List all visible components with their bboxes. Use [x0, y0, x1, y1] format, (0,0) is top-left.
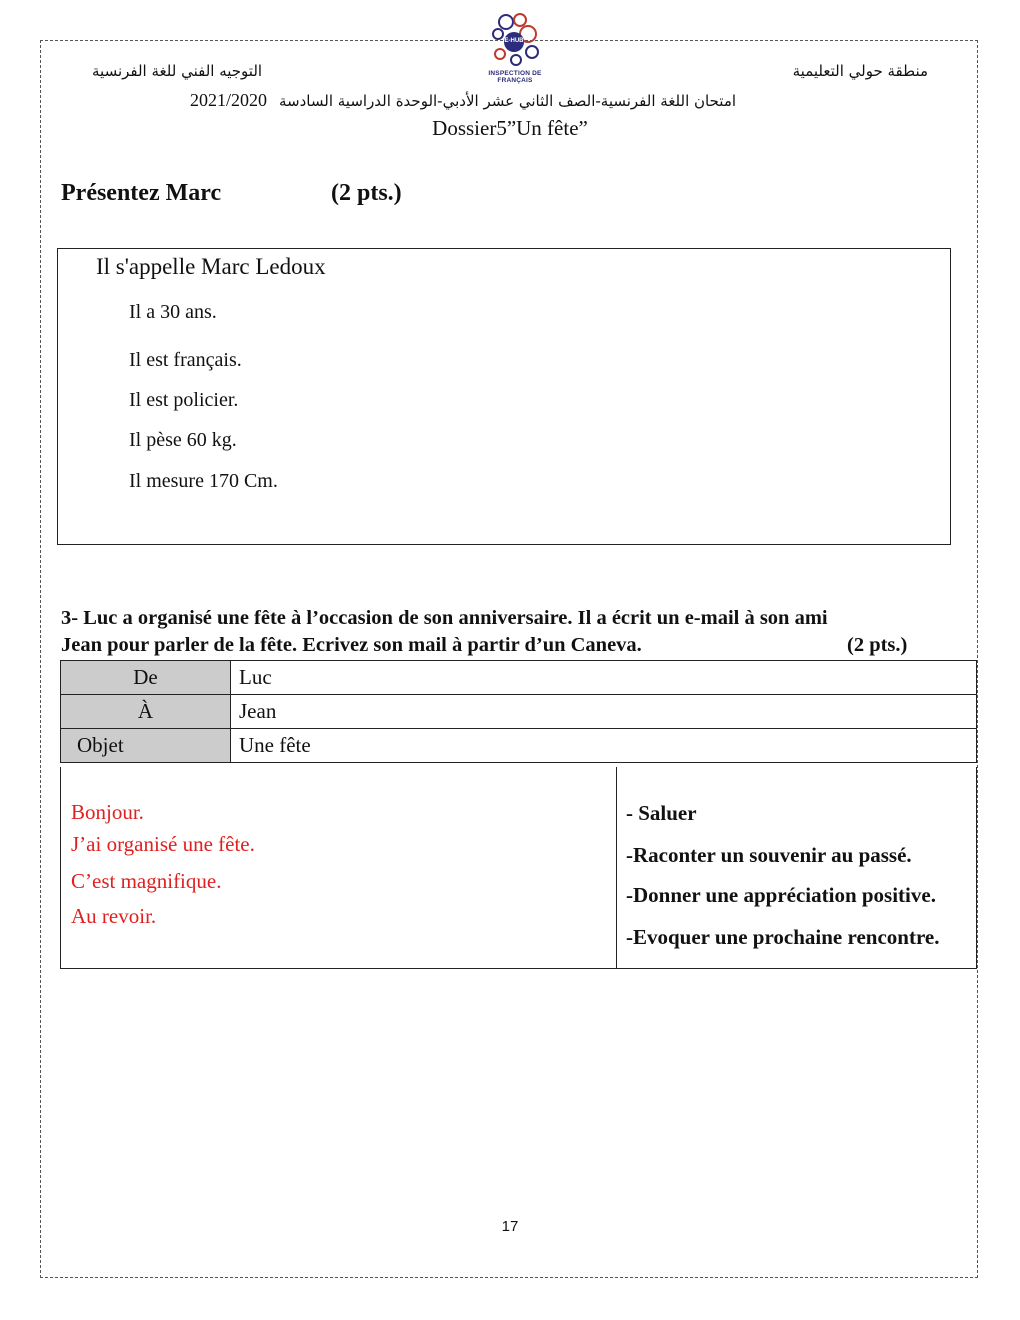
instruction-line: -Donner une appréciation positive. — [626, 883, 936, 907]
marc-answer-box — [57, 248, 951, 545]
header-exam-line — [190, 90, 830, 111]
section1-title: Présentez Marc — [61, 180, 222, 206]
column-divider — [616, 767, 617, 968]
instruction-line: -Evoquer une prochaine rencontre. — [626, 925, 940, 949]
table-row — [61, 661, 977, 695]
marc-line: Il mesure 170 Cm. — [129, 470, 278, 492]
marc-line: Il est français. — [129, 349, 242, 371]
header-exam-arabic: امتحان اللغة الفرنسية-الصف الثاني عشر الأدبي-الوحدة الدراسية السادسة — [279, 92, 737, 110]
instruction-line: -Raconter un souvenir au passé. — [626, 843, 912, 867]
mail-to-value: Jean — [231, 695, 977, 729]
answer-line: Bonjour. — [71, 800, 144, 824]
dossier-title: Dossier5”Un fête” — [432, 116, 588, 140]
question-3 — [61, 605, 961, 659]
mail-subject-label: Objet — [61, 729, 231, 763]
logo-text: INSPECTION DE FRANÇAIS — [488, 70, 542, 84]
marc-line: Il s'appelle Marc Ledoux — [96, 254, 326, 279]
mail-body-box — [60, 767, 977, 969]
mail-from-label: De — [61, 661, 231, 695]
marc-line: Il pèse 60 kg. — [129, 429, 237, 451]
question-3-points: (2 pts.) — [847, 634, 908, 656]
header-year: 2021/2020 — [190, 90, 268, 110]
mail-subject-value: Une fête — [231, 729, 977, 763]
page-number: 17 — [501, 1218, 519, 1235]
table-row — [61, 729, 977, 763]
inspection-logo — [470, 12, 560, 84]
question-3-line2: Jean pour parler de la fête. Ecrivez son mail à partir d’un Caneva. — [61, 634, 642, 656]
marc-line: Il est policier. — [129, 389, 239, 411]
table-row — [61, 695, 977, 729]
mail-to-label: À — [61, 695, 231, 729]
marc-line: Il a 30 ans. — [129, 301, 217, 323]
header-right-text: منطقة حولي التعليمية — [792, 62, 928, 80]
logo-badge: E-HUB — [504, 38, 524, 44]
answer-line: Au revoir. — [71, 904, 157, 928]
header-left-text: التوجيه الفني للغة الفرنسية — [92, 62, 263, 80]
mail-header-table — [60, 660, 977, 763]
answer-line: J’ai organisé une fête. — [71, 832, 255, 856]
answer-line: C’est magnifique. — [71, 869, 222, 893]
page-border — [40, 40, 978, 1278]
instruction-line: - Saluer — [626, 801, 697, 825]
question-3-line1: 3- Luc a organisé une fête à l’occasion de son anniversaire. Il a écrit un e-mail à son ami — [61, 607, 828, 629]
section1-points: (2 pts.) — [331, 180, 402, 206]
mail-from-value: Luc — [231, 661, 977, 695]
